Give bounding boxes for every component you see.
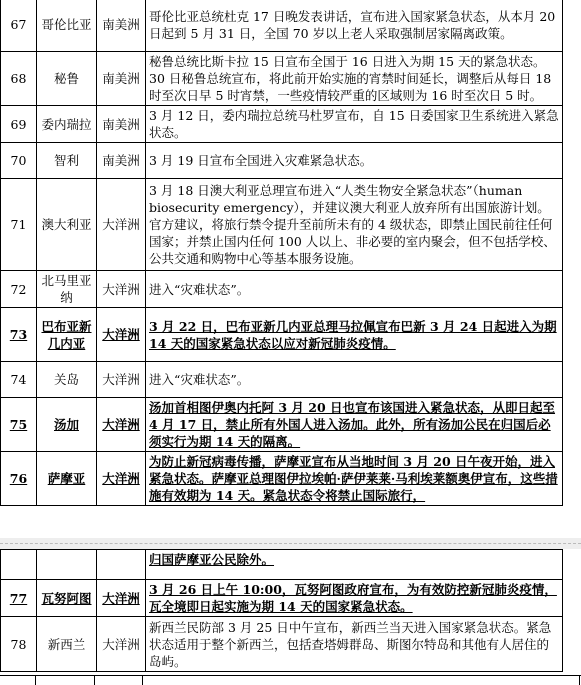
- cell-country: 新西兰: [37, 617, 97, 672]
- cell-description: 3 月 19 日宣布全国进入灾难紧急状态。: [146, 143, 563, 179]
- cell-region: 南美洲: [97, 0, 146, 52]
- cell-number: 68: [1, 52, 37, 106]
- cell-number: 70: [1, 143, 37, 179]
- table-row: [1, 52, 563, 106]
- cell-region: 大洋洲: [97, 580, 146, 617]
- table-row: [1, 362, 563, 398]
- cell-country: 澳大利亚: [37, 179, 97, 271]
- cell-country: 萨摩亚: [37, 452, 97, 506]
- cell-description: 新西兰民防部 3 月 25 日中午宣布，新西兰当天进入国家紧急状态。紧急状态适用于整个新西兰，包括查塔姆群岛、斯图尔特岛和其他有人居住的岛屿。: [146, 617, 563, 672]
- cell-region: 大洋洲: [97, 398, 146, 452]
- cell-number: [1, 550, 37, 580]
- cell-description: 哥伦比亚总统杜克 17 日晚发表讲话，宣布进入国家紧急状态，从本月 20 日起到 5 月 31 日，全国 70 岁以上老人采取强制居家隔离政策。: [146, 0, 563, 52]
- cell-number: 73: [1, 308, 37, 362]
- table-row: [1, 580, 563, 617]
- cell-description: 汤加首相图伊奥内托阿 3 月 20 日也宣布该国进入紧急状态，从即日起至 4 月 17 日，禁止所有外国人进入汤加。此外，所有汤加公民在归国后必须实行为期 14 天的隔离。: [146, 398, 563, 452]
- cell-country: 哥伦比亚: [37, 0, 97, 52]
- cell-number: 67: [1, 0, 37, 52]
- cell-description: 秘鲁总统比斯卡拉 15 日宣布全国于 16 日进入为期 15 天的紧急状态。 30 日秘鲁总统宣布，将此前开始实施的宵禁时间延长，调整后从每日 18 时至次日早 5 时宵禁，一些疫情较严重的区域则为 16 时至次日 5 时。: [146, 52, 563, 106]
- emergency-table-page2: [0, 549, 563, 672]
- table-row: [1, 143, 563, 179]
- cell-country: 秘鲁: [37, 52, 97, 106]
- table-row: [1, 617, 563, 672]
- cell-number: 71: [1, 179, 37, 271]
- cell-region: 南美洲: [97, 143, 146, 179]
- cell-number: 74: [1, 362, 37, 398]
- cell-description: 归国萨摩亚公民除外。: [146, 550, 563, 580]
- table-row: [1, 452, 563, 506]
- cell-number: 75: [1, 398, 37, 452]
- table-row: [1, 271, 563, 308]
- cell-region: 大洋洲: [97, 362, 146, 398]
- table-row: [1, 308, 563, 362]
- cell-description: 3 月 12 日，委内瑞拉总统马杜罗宣布，自 15 日委国家卫生系统进入紧急状态。: [146, 106, 563, 143]
- cell-number: 69: [1, 106, 37, 143]
- cell-region: 大洋洲: [97, 452, 146, 506]
- cell-region: [97, 550, 146, 580]
- cell-description: 进入“灾难状态”。: [146, 362, 563, 398]
- cell-description: 3 月 22 日，巴布亚新几内亚总理马拉佩宣布巴新 3 月 24 日起进入为期 14 天的国家紧急状态以应对新冠肺炎疫情。: [146, 308, 563, 362]
- cell-country: 汤加: [37, 398, 97, 452]
- cell-number: 72: [1, 271, 37, 308]
- cell-region: 大洋洲: [97, 179, 146, 271]
- cell-region: 大洋洲: [97, 271, 146, 308]
- cell-country: 巴布亚新几内亚: [37, 308, 97, 362]
- cell-region: 大洋洲: [97, 308, 146, 362]
- cell-region: 南美洲: [97, 52, 146, 106]
- cell-country: 委内瑞拉: [37, 106, 97, 143]
- cell-number: 76: [1, 452, 37, 506]
- table-row: [1, 106, 563, 143]
- cell-description: 进入“灾难状态”。: [146, 271, 563, 308]
- cell-region: 南美洲: [97, 106, 146, 143]
- cell-country: 智利: [37, 143, 97, 179]
- table-row: [1, 0, 563, 52]
- cell-number: 78: [1, 617, 37, 672]
- cell-description: 为防止新冠病毒传播，萨摩亚宣布从当地时间 3 月 20 日午夜开始，进入紧急状态。萨摩亚总理图伊拉埃帕·萨伊莱莱·马利埃莱额奥伊宣布，这些措施有效期为 14 天。紧急状态令将禁止国际旅行，: [146, 452, 563, 506]
- cell-country: 瓦努阿图: [37, 580, 97, 617]
- cell-country: 关岛: [37, 362, 97, 398]
- cell-description: 3 月 18 日澳大利亚总理宣布进入“人类生物安全紧急状态”（human biosecurity emergency），并建议澳大利亚人放弃所有出国旅游计划。官方建议，将旅行禁令提升至前所未有的 4 级状态，即禁止国民前往任何国家；并禁止国内任何 100 人以上、非必要的室内聚会，但不包括学校、公共交通和购物中心等基本服务设施。: [146, 179, 563, 271]
- cell-region: 大洋洲: [97, 617, 146, 672]
- table-row-continuation: [1, 550, 563, 580]
- cell-country: [37, 550, 97, 580]
- table-row: [1, 179, 563, 271]
- cell-number: 77: [1, 580, 37, 617]
- cell-country: 北马里亚纳: [37, 271, 97, 308]
- table-row: [1, 398, 563, 452]
- page-break: [0, 538, 581, 549]
- cell-description: 3 月 26 日上午 10:00，瓦努阿图政府宣布，为有效防控新冠肺炎疫情，瓦全境即日起实施为期 14 天的国家紧急状态。: [146, 580, 563, 617]
